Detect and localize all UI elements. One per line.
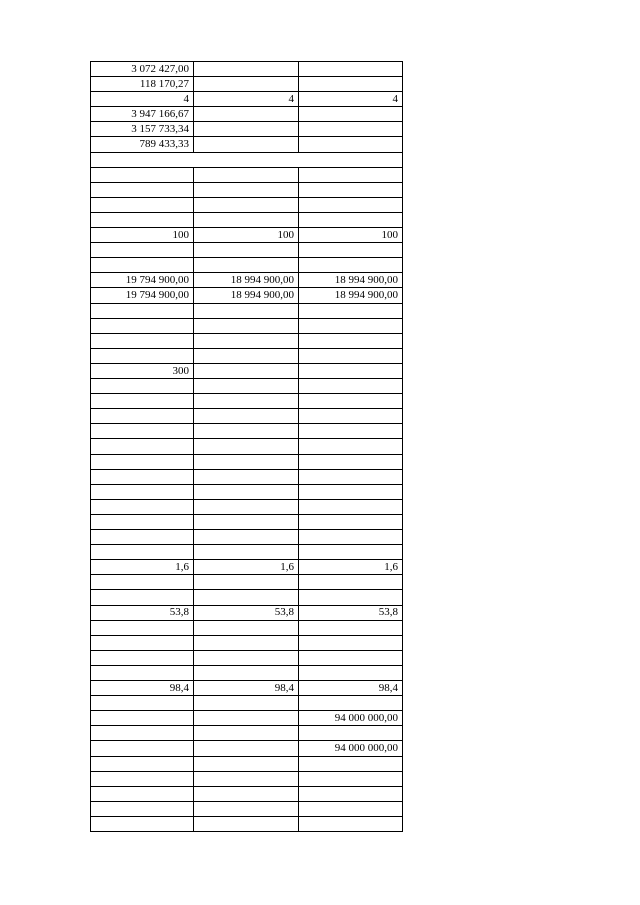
row-divider bbox=[90, 197, 403, 198]
table-cell: 3 072 427,00 bbox=[131, 63, 189, 75]
table-cell: 98,4 bbox=[169, 682, 189, 694]
row-divider bbox=[90, 408, 403, 409]
row-divider bbox=[90, 257, 403, 258]
table-cell: 98,4 bbox=[378, 682, 398, 694]
table-cell: 3 157 733,34 bbox=[131, 123, 189, 135]
row-divider bbox=[90, 771, 403, 772]
table-cell: 4 bbox=[183, 93, 189, 105]
row-divider bbox=[90, 484, 403, 485]
table-cell: 1,6 bbox=[175, 561, 189, 573]
row-divider bbox=[90, 514, 403, 515]
table-cell: 53,8 bbox=[274, 606, 294, 618]
table-cell: 1,6 bbox=[384, 561, 398, 573]
row-divider bbox=[90, 438, 403, 439]
row-divider bbox=[90, 393, 403, 394]
table-cell: 118 170,27 bbox=[139, 78, 189, 90]
row-divider bbox=[90, 303, 403, 304]
row-divider bbox=[90, 786, 403, 787]
column-divider bbox=[193, 167, 194, 831]
table-cell: 100 bbox=[381, 229, 398, 241]
table-cell: 98,4 bbox=[274, 682, 294, 694]
row-divider bbox=[90, 831, 403, 832]
row-divider bbox=[90, 665, 403, 666]
row-divider bbox=[90, 469, 403, 470]
table-cell: 53,8 bbox=[169, 606, 189, 618]
table-cell: 53,8 bbox=[378, 606, 398, 618]
left-border bbox=[90, 61, 91, 832]
row-divider bbox=[90, 212, 403, 213]
table-cell: 3 947 166,67 bbox=[131, 108, 189, 120]
column-divider bbox=[298, 167, 299, 831]
table-cell: 1,6 bbox=[280, 561, 294, 573]
table-cell: 4 bbox=[288, 93, 294, 105]
row-divider bbox=[90, 589, 403, 590]
row-divider bbox=[90, 454, 403, 455]
table-cell: 18 994 900,00 bbox=[230, 289, 294, 301]
right-border bbox=[402, 61, 403, 832]
row-divider bbox=[90, 620, 403, 621]
table-cell: 19 794 900,00 bbox=[125, 274, 189, 286]
table-cell: 18 994 900,00 bbox=[334, 289, 398, 301]
row-divider bbox=[90, 529, 403, 530]
row-divider bbox=[90, 544, 403, 545]
row-divider bbox=[90, 499, 403, 500]
table-cell: 94 000 000,00 bbox=[334, 742, 398, 754]
row-divider bbox=[90, 348, 403, 349]
row-divider bbox=[90, 635, 403, 636]
row-divider bbox=[90, 801, 403, 802]
row-divider bbox=[90, 816, 403, 817]
table-cell: 19 794 900,00 bbox=[125, 289, 189, 301]
table-cell: 100 bbox=[172, 229, 189, 241]
row-divider bbox=[90, 756, 403, 757]
row-divider bbox=[90, 152, 403, 153]
row-divider bbox=[90, 167, 403, 168]
row-divider bbox=[90, 318, 403, 319]
table-cell: 94 000 000,00 bbox=[334, 712, 398, 724]
table-cell: 789 433,33 bbox=[139, 138, 189, 150]
table-cell: 100 bbox=[277, 229, 294, 241]
row-divider bbox=[90, 423, 403, 424]
table-cell: 18 994 900,00 bbox=[230, 274, 294, 286]
table-cell: 4 bbox=[392, 93, 398, 105]
table-cell: 300 bbox=[172, 365, 189, 377]
row-divider bbox=[90, 182, 403, 183]
row-divider bbox=[90, 333, 403, 334]
table-cell: 18 994 900,00 bbox=[334, 274, 398, 286]
row-divider bbox=[90, 650, 403, 651]
